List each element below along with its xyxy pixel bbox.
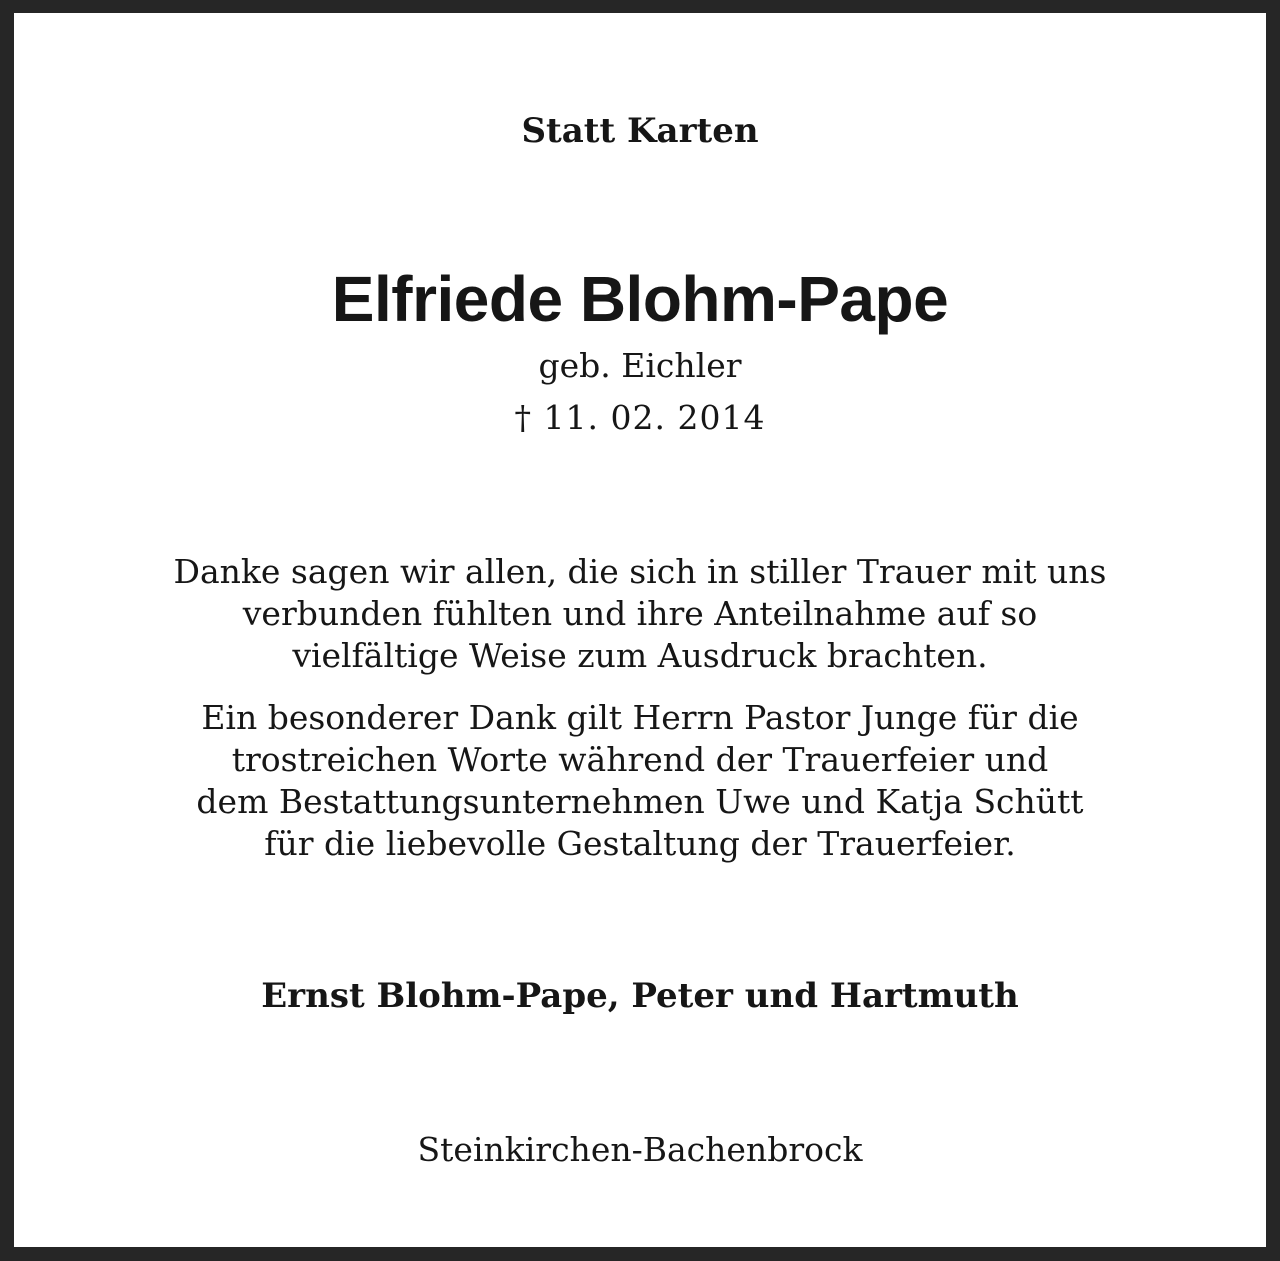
maiden-name: geb. Eichler (538, 346, 742, 385)
deceased-name: Elfriede Blohm-Pape (331, 263, 949, 335)
signers: Ernst Blohm-Pape, Peter und Hartmuth (261, 976, 1019, 1016)
special-thanks-line: dem Bestattungsunternehmen Uwe und Katja Schütt (196, 782, 1084, 821)
special-thanks-paragraph (14, 697, 1266, 865)
notice-card (14, 13, 1266, 1247)
thanks-paragraph (14, 551, 1266, 677)
thanks-line: Danke sagen wir allen, die sich in stiller Trauer mit uns (173, 552, 1107, 591)
thanks-line: verbunden fühlten und ihre Anteilnahme auf so (242, 594, 1038, 633)
death-date: † 11. 02. 2014 (514, 398, 766, 437)
special-thanks-line: Ein besonderer Dank gilt Herrn Pastor Junge für die (201, 698, 1079, 737)
special-thanks-line: trostreichen Worte während der Trauerfeier und (231, 740, 1049, 779)
notice-header: Statt Karten (521, 111, 759, 151)
place-name: Steinkirchen-Bachenbrock (417, 1130, 863, 1169)
special-thanks-line: für die liebevolle Gestaltung der Trauerfeier. (264, 824, 1016, 863)
thanks-line: vielfältige Weise zum Ausdruck brachten. (292, 636, 988, 675)
